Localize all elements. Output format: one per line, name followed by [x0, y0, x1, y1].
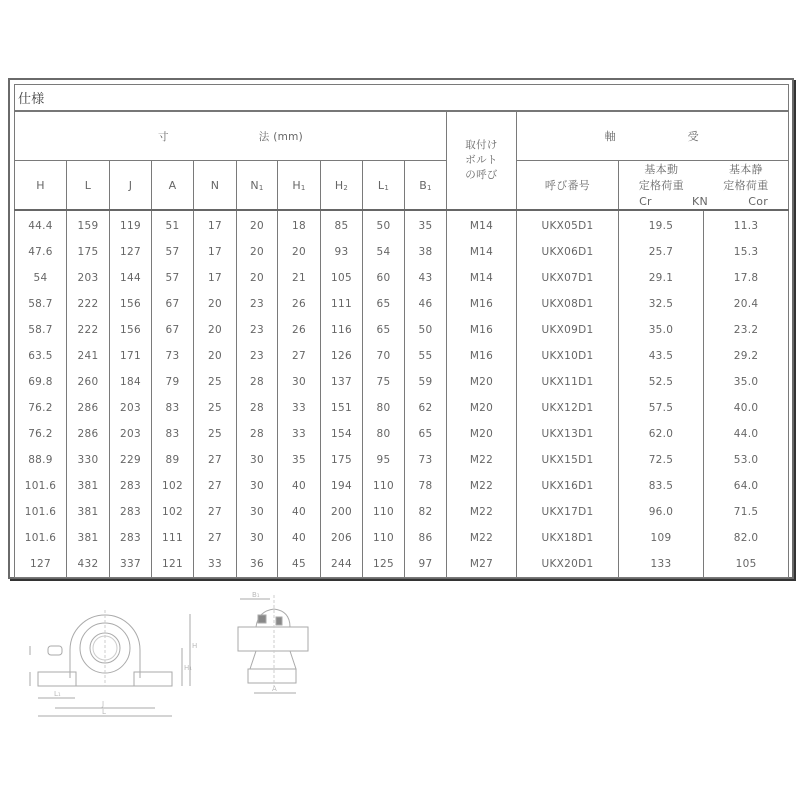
table-row	[15, 343, 789, 369]
cell-n1: 28	[237, 369, 278, 395]
static-load-label: 基本静	[728, 162, 763, 176]
cell-a: 73	[152, 343, 194, 369]
column-header-j	[110, 161, 152, 211]
cell-cr: 19.5	[619, 210, 704, 239]
cell-h1: 27	[278, 343, 321, 369]
cell-n1: 20	[237, 239, 278, 265]
cell-cor: 15.3	[704, 239, 789, 265]
cell-b1: 82	[405, 499, 447, 525]
column-header-label: H	[334, 178, 344, 192]
cell-l: 330	[67, 447, 110, 473]
unit-label: KN	[692, 194, 709, 208]
table-row	[15, 317, 789, 343]
cell-l1: 70	[363, 343, 405, 369]
cell-h: 101.6	[15, 473, 67, 499]
cell-part: UKX18D1	[517, 525, 619, 551]
column-header-subscript: 1	[258, 183, 264, 192]
table-row	[15, 473, 789, 499]
cell-h1: 26	[278, 291, 321, 317]
cell-n: 25	[194, 395, 237, 421]
cell-b1: 59	[405, 369, 447, 395]
cell-j: 184	[110, 369, 152, 395]
cell-cor: 29.2	[704, 343, 789, 369]
cell-b1: 38	[405, 239, 447, 265]
cell-h1: 40	[278, 473, 321, 499]
part-number-header: 呼び番号	[517, 161, 619, 211]
cell-h: 63.5	[15, 343, 67, 369]
cell-bolt: M16	[447, 291, 517, 317]
table-row	[15, 447, 789, 473]
cell-n: 17	[194, 265, 237, 291]
cell-n1: 30	[237, 447, 278, 473]
cell-l: 222	[67, 291, 110, 317]
cor-label: Cor	[748, 194, 769, 208]
cell-l1: 110	[363, 525, 405, 551]
cell-cr: 62.0	[619, 421, 704, 447]
cell-j: 229	[110, 447, 152, 473]
cell-cor: 64.0	[704, 473, 789, 499]
table-row	[15, 210, 789, 239]
cell-part: UKX11D1	[517, 369, 619, 395]
cell-j: 119	[110, 210, 152, 239]
column-header-subscript: 1	[300, 183, 306, 192]
cell-bolt: M22	[447, 447, 517, 473]
cell-n: 27	[194, 525, 237, 551]
cell-n: 27	[194, 447, 237, 473]
cell-cr: 57.5	[619, 395, 704, 421]
cell-a: 111	[152, 525, 194, 551]
cell-j: 337	[110, 551, 152, 578]
cell-n1: 20	[237, 210, 278, 239]
cell-b1: 86	[405, 525, 447, 551]
table-row	[15, 551, 789, 578]
cell-part: UKX15D1	[517, 447, 619, 473]
cell-bolt: M20	[447, 395, 517, 421]
cell-l1: 75	[363, 369, 405, 395]
table-row	[15, 265, 789, 291]
cell-n1: 20	[237, 265, 278, 291]
cell-a: 89	[152, 447, 194, 473]
svg-text:H₁: H₁	[184, 664, 193, 672]
cell-h: 76.2	[15, 395, 67, 421]
mounting-bolt-header	[447, 111, 517, 210]
cell-h: 101.6	[15, 499, 67, 525]
cell-h1: 33	[278, 421, 321, 447]
cell-part: UKX08D1	[517, 291, 619, 317]
cell-h2: 200	[321, 499, 363, 525]
column-header-label: A	[168, 178, 177, 192]
cell-a: 51	[152, 210, 194, 239]
cell-n: 20	[194, 343, 237, 369]
column-header-label: J	[128, 178, 133, 192]
cell-b1: 35	[405, 210, 447, 239]
bolt-label-line: 取付け	[465, 139, 498, 151]
cell-part: UKX17D1	[517, 499, 619, 525]
cell-a: 67	[152, 291, 194, 317]
cell-h: 69.8	[15, 369, 67, 395]
cell-h: 88.9	[15, 447, 67, 473]
cell-l1: 110	[363, 499, 405, 525]
column-header-a	[152, 161, 194, 211]
cell-h2: 111	[321, 291, 363, 317]
cell-j: 156	[110, 291, 152, 317]
cell-h2: 85	[321, 210, 363, 239]
dimensions-label: 寸	[157, 130, 169, 143]
cell-l1: 65	[363, 291, 405, 317]
cell-cr: 72.5	[619, 447, 704, 473]
column-header-l	[67, 161, 110, 211]
cell-bolt: M14	[447, 239, 517, 265]
column-header-n	[194, 161, 237, 211]
cell-cr: 25.7	[619, 239, 704, 265]
cell-part: UKX07D1	[517, 265, 619, 291]
svg-text:J: J	[102, 700, 105, 708]
cell-n: 17	[194, 239, 237, 265]
cell-bolt: M16	[447, 317, 517, 343]
column-header-h2	[321, 161, 363, 211]
cell-n: 25	[194, 369, 237, 395]
column-header-subscript: 2	[343, 183, 349, 192]
cell-l: 203	[67, 265, 110, 291]
cell-h1: 21	[278, 265, 321, 291]
cell-h1: 33	[278, 395, 321, 421]
cell-cr: 109	[619, 525, 704, 551]
cell-j: 203	[110, 421, 152, 447]
cell-n: 27	[194, 473, 237, 499]
cell-n1: 30	[237, 525, 278, 551]
cell-a: 102	[152, 499, 194, 525]
cell-part: UKX16D1	[517, 473, 619, 499]
cell-j: 283	[110, 525, 152, 551]
cell-l1: 60	[363, 265, 405, 291]
table-row	[15, 499, 789, 525]
cell-n: 25	[194, 421, 237, 447]
cell-cr: 52.5	[619, 369, 704, 395]
cell-part: UKX12D1	[517, 395, 619, 421]
cr-label: Cr	[639, 194, 652, 208]
cell-b1: 65	[405, 421, 447, 447]
cell-l: 241	[67, 343, 110, 369]
cell-h2: 126	[321, 343, 363, 369]
cell-cor: 17.8	[704, 265, 789, 291]
cell-part: UKX06D1	[517, 239, 619, 265]
cell-n1: 30	[237, 473, 278, 499]
cell-n: 20	[194, 317, 237, 343]
cell-j: 283	[110, 499, 152, 525]
cell-b1: 78	[405, 473, 447, 499]
bolt-label-line: の呼び	[465, 169, 498, 181]
cell-a: 57	[152, 239, 194, 265]
cell-cr: 43.5	[619, 343, 704, 369]
cell-h: 127	[15, 551, 67, 578]
cell-cor: 105	[704, 551, 789, 578]
cell-cor: 20.4	[704, 291, 789, 317]
cell-a: 79	[152, 369, 194, 395]
svg-text:H: H	[192, 642, 198, 650]
cell-n: 17	[194, 210, 237, 239]
cell-l: 381	[67, 473, 110, 499]
cell-l: 159	[67, 210, 110, 239]
cell-h1: 35	[278, 447, 321, 473]
svg-text:A: A	[272, 685, 277, 693]
svg-text:L₁: L₁	[54, 690, 61, 698]
cell-j: 171	[110, 343, 152, 369]
table-title: 仕様	[15, 85, 789, 112]
cell-h2: 194	[321, 473, 363, 499]
cell-l1: 110	[363, 473, 405, 499]
cell-l: 432	[67, 551, 110, 578]
cell-h2: 244	[321, 551, 363, 578]
cell-n1: 28	[237, 421, 278, 447]
cell-cor: 35.0	[704, 369, 789, 395]
cell-part: UKX20D1	[517, 551, 619, 578]
cell-cr: 35.0	[619, 317, 704, 343]
table-row	[15, 369, 789, 395]
cell-h1: 40	[278, 499, 321, 525]
cell-bolt: M16	[447, 343, 517, 369]
svg-text:B₁: B₁	[252, 591, 260, 599]
column-header-label: N	[250, 178, 259, 192]
cell-h: 101.6	[15, 525, 67, 551]
cell-cor: 71.5	[704, 499, 789, 525]
table-row	[15, 395, 789, 421]
cell-cor: 40.0	[704, 395, 789, 421]
column-header-label: H	[36, 178, 45, 192]
cell-l1: 50	[363, 210, 405, 239]
cell-l1: 80	[363, 395, 405, 421]
bearing-label2: 受	[687, 130, 701, 143]
cell-h1: 18	[278, 210, 321, 239]
cell-cr: 133	[619, 551, 704, 578]
pillow-block-side-view-drawing	[218, 585, 318, 705]
dimensions-group-header	[15, 111, 447, 161]
cell-part: UKX09D1	[517, 317, 619, 343]
cell-bolt: M20	[447, 369, 517, 395]
cell-a: 83	[152, 395, 194, 421]
cell-bolt: M22	[447, 499, 517, 525]
column-header-subscript: 1	[384, 183, 390, 192]
cell-b1: 46	[405, 291, 447, 317]
cell-a: 57	[152, 265, 194, 291]
cell-b1: 43	[405, 265, 447, 291]
cell-l1: 65	[363, 317, 405, 343]
static-load-label2: 定格荷重	[723, 178, 769, 192]
cell-n1: 23	[237, 317, 278, 343]
cell-part: UKX05D1	[517, 210, 619, 239]
bolt-label-line: ボルト	[465, 154, 498, 166]
cell-l1: 54	[363, 239, 405, 265]
cell-cor: 11.3	[704, 210, 789, 239]
cell-h: 58.7	[15, 317, 67, 343]
cell-a: 102	[152, 473, 194, 499]
cell-b1: 97	[405, 551, 447, 578]
cell-b1: 50	[405, 317, 447, 343]
column-header-h	[15, 161, 67, 211]
column-header-label: N	[210, 178, 220, 192]
table-row	[15, 525, 789, 551]
cell-j: 144	[110, 265, 152, 291]
column-header-b1	[405, 161, 447, 211]
cell-h2: 116	[321, 317, 363, 343]
cell-cor: 53.0	[704, 447, 789, 473]
cell-h1: 40	[278, 525, 321, 551]
column-header-label: B	[419, 178, 428, 192]
cell-bolt: M20	[447, 421, 517, 447]
cell-l1: 125	[363, 551, 405, 578]
cell-h: 58.7	[15, 291, 67, 317]
cell-l: 260	[67, 369, 110, 395]
cell-l: 222	[67, 317, 110, 343]
column-header-subscript: 1	[427, 183, 432, 192]
cell-bolt: M22	[447, 525, 517, 551]
cell-a: 121	[152, 551, 194, 578]
cell-bolt: M22	[447, 473, 517, 499]
cell-cr: 83.5	[619, 473, 704, 499]
dimensions-unit-label: 法 (mm)	[258, 130, 304, 143]
cell-cor: 44.0	[704, 421, 789, 447]
cell-b1: 62	[405, 395, 447, 421]
cell-bolt: M14	[447, 210, 517, 239]
dynamic-load-label2: 定格荷重	[638, 178, 684, 192]
load-rating-header	[619, 161, 789, 211]
cell-part: UKX13D1	[517, 421, 619, 447]
cell-l: 381	[67, 525, 110, 551]
cell-h1: 26	[278, 317, 321, 343]
cell-cor: 23.2	[704, 317, 789, 343]
cell-n1: 28	[237, 395, 278, 421]
cell-h1: 45	[278, 551, 321, 578]
cell-l1: 80	[363, 421, 405, 447]
cell-h2: 175	[321, 447, 363, 473]
cell-h1: 20	[278, 239, 321, 265]
cell-cr: 96.0	[619, 499, 704, 525]
cell-j: 127	[110, 239, 152, 265]
column-header-h1	[278, 161, 321, 211]
cell-j: 156	[110, 317, 152, 343]
cell-n: 27	[194, 499, 237, 525]
dynamic-load-label: 基本動	[644, 162, 679, 176]
cell-n: 20	[194, 291, 237, 317]
cell-cr: 29.1	[619, 265, 704, 291]
cell-n: 33	[194, 551, 237, 578]
cell-n1: 23	[237, 291, 278, 317]
cell-bolt: M14	[447, 265, 517, 291]
cell-h: 44.4	[15, 210, 67, 239]
cell-cor: 82.0	[704, 525, 789, 551]
cell-bolt: M27	[447, 551, 517, 578]
column-header-n1	[237, 161, 278, 211]
spec-table	[14, 84, 789, 578]
cell-n1: 36	[237, 551, 278, 578]
column-header-label: L	[84, 178, 92, 192]
cell-n1: 23	[237, 343, 278, 369]
table-row	[15, 291, 789, 317]
cell-j: 203	[110, 395, 152, 421]
cell-h2: 137	[321, 369, 363, 395]
cell-l: 286	[67, 421, 110, 447]
pillow-block-front-view-drawing	[20, 590, 210, 720]
table-row	[15, 421, 789, 447]
bearing-group-header	[517, 111, 789, 161]
table-row	[15, 239, 789, 265]
cell-h: 76.2	[15, 421, 67, 447]
cell-a: 83	[152, 421, 194, 447]
cell-l1: 95	[363, 447, 405, 473]
cell-h: 47.6	[15, 239, 67, 265]
cell-h: 54	[15, 265, 67, 291]
cell-part: UKX10D1	[517, 343, 619, 369]
cell-cr: 32.5	[619, 291, 704, 317]
column-header-label: H	[292, 178, 301, 192]
cell-a: 67	[152, 317, 194, 343]
cell-l: 175	[67, 239, 110, 265]
svg-text:L: L	[102, 708, 106, 716]
cell-n1: 30	[237, 499, 278, 525]
cell-h1: 30	[278, 369, 321, 395]
cell-l: 381	[67, 499, 110, 525]
cell-h2: 105	[321, 265, 363, 291]
cell-j: 283	[110, 473, 152, 499]
cell-h2: 206	[321, 525, 363, 551]
cell-h2: 151	[321, 395, 363, 421]
cell-b1: 73	[405, 447, 447, 473]
cell-l: 286	[67, 395, 110, 421]
cell-h2: 93	[321, 239, 363, 265]
column-header-label: L	[377, 178, 385, 192]
cell-b1: 55	[405, 343, 447, 369]
bearing-label: 軸	[604, 130, 618, 143]
cell-h2: 154	[321, 421, 363, 447]
column-header-l1	[363, 161, 405, 211]
